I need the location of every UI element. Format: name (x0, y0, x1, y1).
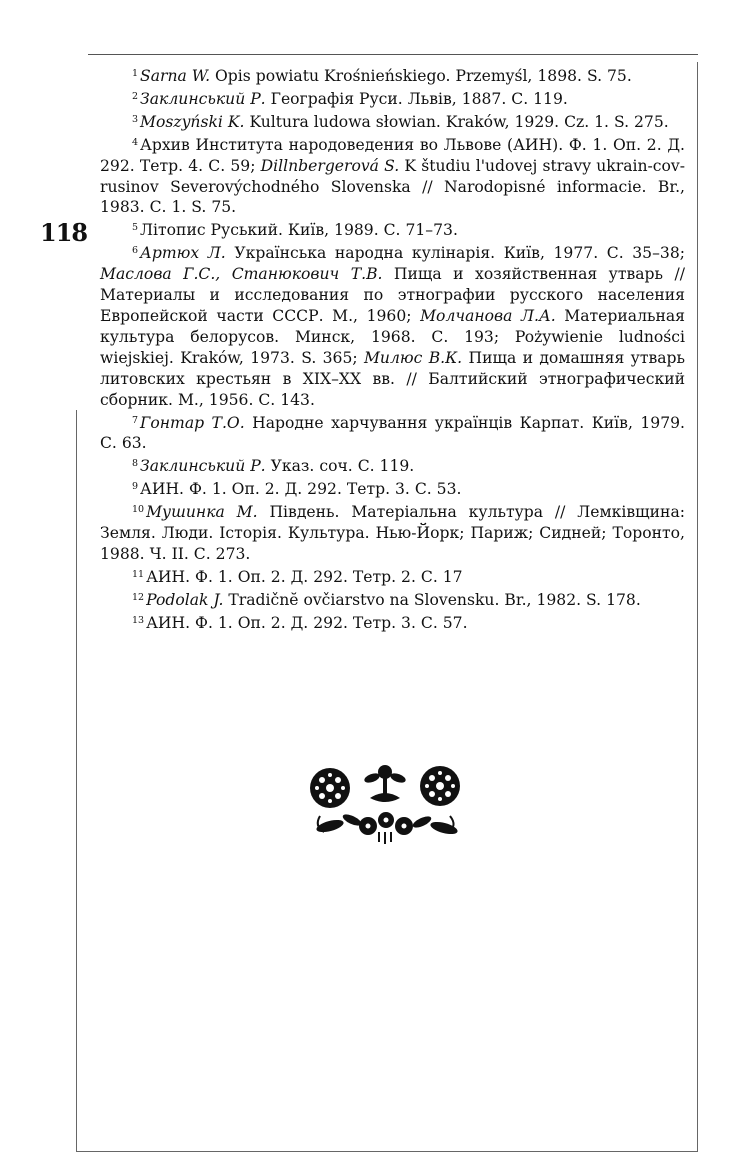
footnote-number: 11 (132, 568, 145, 580)
footnote-text: Tradičnĕ ovčiarstvo na Slovensku. Br., 1982. S. 178. (223, 590, 641, 609)
footnote-author: Moszyński K. (140, 112, 245, 131)
footnote-10 (100, 500, 685, 565)
footnote-author: Sarna W. (140, 67, 211, 85)
footnote-text: АИН. Ф. 1. Оп. 2. Д. 292. Тетр. 3. С. 57. (146, 613, 468, 632)
footnote-text: АИН. Ф. 1. Оп. 2. Д. 292. Тетр. 3. С. 53. (140, 480, 462, 499)
footnote-author: Артюх Л. (140, 244, 226, 263)
footnote-number: 13 (132, 614, 145, 626)
footnote-text: Материальная культура белорусов. Минск, 1968. С. 193; Pożywienie ludności wiejskiej. Kraków, 1973. S. 365; (100, 306, 686, 367)
footnote-13 (100, 611, 685, 634)
footnote-author: Заклинський Р. (140, 89, 266, 108)
footnote-text: Південь. Матеріальна культура // Лемківщина: Земля. Люди. Історія. Культура. Нью-Йорк; Париж; Сидней; Торонто, 1988. Ч. II. С. 273. (100, 503, 685, 563)
footnote-text: Літопис Руський. Київ, 1989. С. 71–73. (140, 221, 458, 240)
footnote-author: Мушинка М. (146, 503, 258, 522)
footnote-1 (100, 64, 685, 87)
footnote-number: 2 (132, 90, 139, 102)
footnotes-list (100, 64, 685, 634)
footnote-11 (100, 565, 685, 588)
footnote-text: Пища и хозяйственная утварь // Материалы и исследования по этнографии русского населения Европейской части СССР. М., 1960; (100, 265, 685, 325)
footnote-2 (100, 87, 685, 110)
footnote-number: 7 (132, 414, 139, 426)
footnote-number: 9 (132, 481, 139, 493)
page-frame-right (697, 62, 698, 1152)
page-frame-bottom (76, 1151, 698, 1152)
footnote-author: Маслова Г.С., Станюкович Т.В. (100, 265, 383, 284)
footnote-text: Kultura ludowa słowian. Kraków, 1929. Cz. 1. S. 275. (244, 112, 669, 131)
footnote-4 (100, 133, 685, 219)
floral-ornament-icon (300, 758, 468, 848)
footnote-text: Географія Руси. Львів, 1887. С. 119. (265, 89, 568, 108)
footnote-number: 10 (132, 504, 145, 516)
footnote-8 (100, 454, 685, 477)
page-number: 118 (40, 218, 88, 247)
footnote-number: 8 (132, 458, 139, 470)
footnote-7 (100, 411, 685, 455)
footnote-5 (100, 218, 685, 241)
footnote-number: 3 (132, 113, 139, 125)
footnote-number: 6 (132, 245, 139, 257)
footnote-number: 5 (132, 222, 139, 234)
footnote-text: Пища и домашняя утварь литовских крестьян в XIX–XX вв. // Балтийский этнографический сборник. М., 1956. С. 143. (100, 348, 686, 409)
footnote-author: Гонтар Т.О. (140, 413, 245, 432)
footnote-number: 12 (132, 591, 145, 603)
footnote-text: Указ. соч. С. 119. (265, 457, 415, 476)
footnote-author: Милюс В.К. (363, 348, 463, 367)
footnote-text: АИН. Ф. 1. Оп. 2. Д. 292. Тетр. 2. С. 17 (146, 567, 463, 586)
footnote-author: Молчанова Л.А. (420, 306, 556, 325)
footnote-text: Українська народна кулінарія. Київ, 1977. С. 35–38; (225, 244, 685, 263)
footnote-text: K študiu l'udovej stravy ukrain-cov-rusinov Severovýchodného Slovenska // Narodopisné informacie. Br., 1983. С. 1. S. 75. (100, 156, 686, 217)
page-frame-left (76, 410, 77, 1152)
page-frame-top (88, 54, 698, 55)
footnote-number: 1 (132, 68, 139, 79)
footnote-text: Народне харчування українців Карпат. Київ, 1979. С. 63. (100, 413, 686, 453)
footnote-9 (100, 477, 685, 500)
footnote-12 (100, 588, 685, 611)
footnote-number: 4 (132, 136, 139, 148)
footnote-text: Архив Института народоведения во Львове (АИН). Ф. 1. Оп. 2. Д. 292. Тетр. 4. С. 59; (100, 135, 685, 175)
footnote-3 (100, 110, 685, 133)
footnote-author: Заклинський Р. (140, 457, 266, 476)
footnote-author: Dillnbergerová S. (260, 156, 400, 175)
footnote-6 (100, 241, 685, 410)
footnote-author: Podolak J. (146, 590, 224, 609)
footnote-text: Opis powiatu Krośnieńskiego. Przemyśl, 1898. S. 75. (210, 67, 632, 85)
